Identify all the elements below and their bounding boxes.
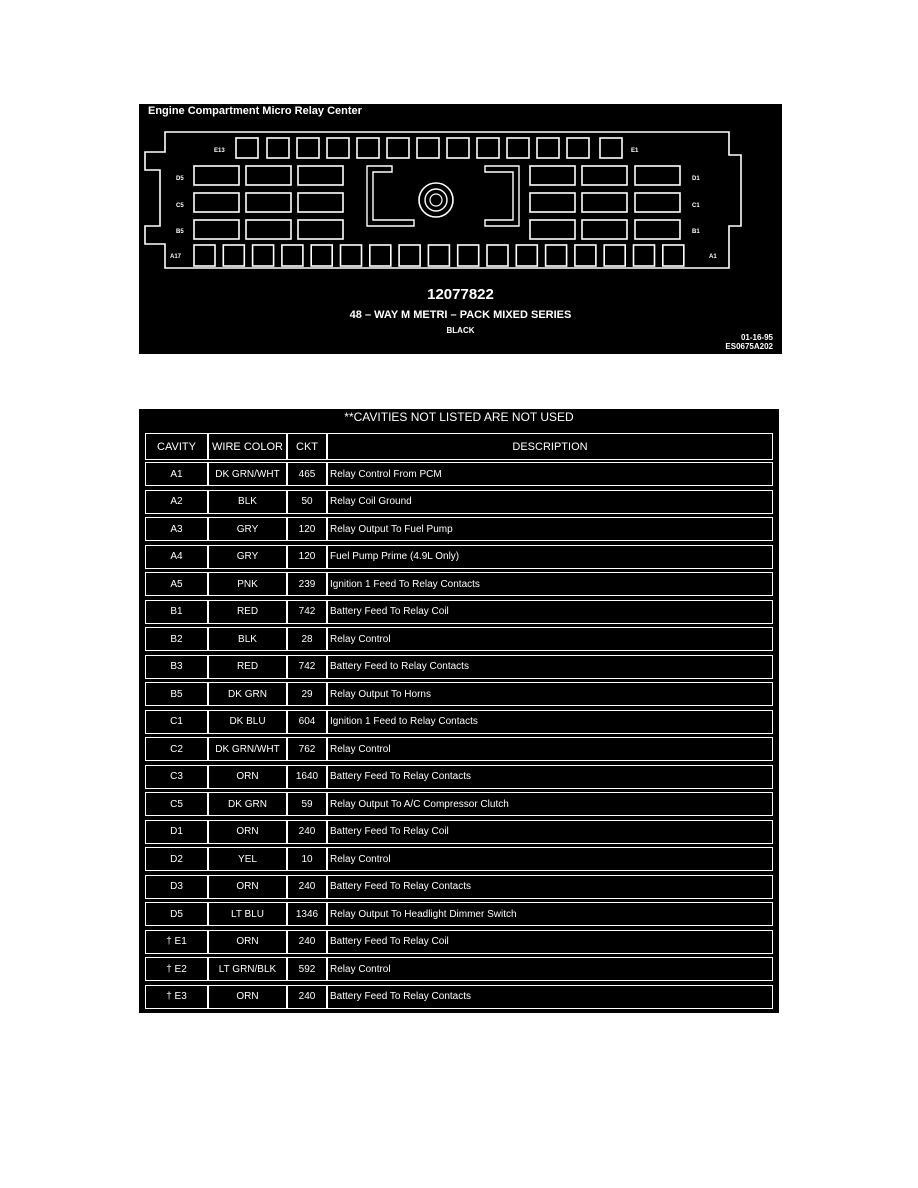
cavity-e3	[537, 138, 559, 158]
header-wire-color: WIRE COLOR	[208, 433, 287, 460]
cavity-e4	[507, 138, 529, 158]
wire-color-cell: RED	[208, 600, 287, 624]
cavity-e13	[236, 138, 258, 158]
description-cell: Relay Output To Fuel Pump	[327, 517, 773, 541]
ckt-cell: 1346	[287, 902, 327, 926]
center-bolt-outer	[419, 183, 453, 217]
cavity-d4	[246, 166, 291, 185]
pin-label-e1: E1	[631, 148, 639, 154]
cavity-a13	[311, 245, 332, 266]
pin-label-d1: D1	[692, 176, 700, 182]
description-cell: Battery Feed To Relay Contacts	[327, 985, 773, 1009]
figure-date-code	[725, 333, 773, 351]
cavity-cell: A1	[145, 462, 208, 486]
ckt-cell: 59	[287, 792, 327, 816]
description-cell: Battery Feed To Relay Contacts	[327, 765, 773, 789]
cavity-cell: A5	[145, 572, 208, 596]
ckt-cell: 742	[287, 600, 327, 624]
wire-color-cell: ORN	[208, 820, 287, 844]
description-cell: Ignition 1 Feed to Relay Contacts	[327, 710, 773, 734]
header-ckt: CKT	[287, 433, 327, 460]
description-cell: Battery Feed To Relay Coil	[327, 600, 773, 624]
description-cell: Relay Control	[327, 737, 773, 761]
cavity-cell: A2	[145, 490, 208, 514]
cavity-cell: C3	[145, 765, 208, 789]
cavity-b3	[530, 220, 575, 239]
cavity-b3	[298, 220, 343, 239]
ckt-cell: 120	[287, 517, 327, 541]
figure-code: ES0675A202	[725, 342, 773, 351]
cavity-a16	[223, 245, 244, 266]
cavity-cell: D5	[145, 902, 208, 926]
description-cell: Relay Output To Headlight Dimmer Switch	[327, 902, 773, 926]
cavity-a14	[282, 245, 303, 266]
cavity-a15	[253, 245, 274, 266]
cavity-d3	[298, 166, 343, 185]
cavity-d5	[194, 166, 239, 185]
pin-label-b1: B1	[692, 229, 700, 235]
cavity-cell: B2	[145, 627, 208, 651]
cavity-cell: B5	[145, 682, 208, 706]
unused-cavities-note: **CAVITIES NOT LISTED ARE NOT USED	[344, 410, 574, 424]
part-number: 12077822	[427, 286, 494, 303]
cavity-cell: † E1	[145, 930, 208, 954]
pin-label-c1: C1	[692, 203, 700, 209]
wire-color-cell: ORN	[208, 875, 287, 899]
cavity-e6	[447, 138, 469, 158]
pin-label-a1: A1	[709, 254, 717, 260]
wire-color-cell: RED	[208, 655, 287, 679]
figure-date: 01-16-95	[740, 333, 773, 342]
cavity-cell: D1	[145, 820, 208, 844]
cavity-cell: C5	[145, 792, 208, 816]
cavity-a17	[194, 245, 215, 266]
cavity-a10	[399, 245, 420, 266]
wire-color-cell: PNK	[208, 572, 287, 596]
wire-color-cell: BLK	[208, 490, 287, 514]
wire-color-cell: DK GRN/WHT	[208, 737, 287, 761]
ckt-cell: 28	[287, 627, 327, 651]
cavity-a7	[487, 245, 508, 266]
cavity-cell: A4	[145, 545, 208, 569]
pin-label-b5: B5	[176, 229, 184, 235]
wire-color-cell: YEL	[208, 847, 287, 871]
cavity-e2	[567, 138, 589, 158]
wire-color-cell: DK GRN/WHT	[208, 462, 287, 486]
wire-color-cell: LT BLU	[208, 902, 287, 926]
cavity-cell: B3	[145, 655, 208, 679]
cavity-a11	[370, 245, 391, 266]
cavity-cell: B1	[145, 600, 208, 624]
center-bolt-core	[430, 194, 442, 206]
ckt-cell: 240	[287, 875, 327, 899]
cavity-c2	[582, 193, 627, 212]
cavity-a1	[663, 245, 684, 266]
cavity-cell: D2	[145, 847, 208, 871]
pin-label-a17: A17	[170, 254, 182, 260]
wire-color-cell: ORN	[208, 765, 287, 789]
cavity-e9	[357, 138, 379, 158]
ckt-cell: 240	[287, 985, 327, 1009]
ckt-cell: 465	[287, 462, 327, 486]
cavity-cell: † E2	[145, 957, 208, 981]
cavity-e11	[297, 138, 319, 158]
ckt-cell: 29	[287, 682, 327, 706]
cavity-cell: C1	[145, 710, 208, 734]
cavity-a2	[634, 245, 655, 266]
connector-housing-outline	[145, 132, 741, 268]
wire-color-cell: DK GRN	[208, 682, 287, 706]
cavity-cell: D3	[145, 875, 208, 899]
connector-series: 48 – WAY M METRI – PACK MIXED SERIES	[349, 309, 572, 321]
cavity-b1	[635, 220, 680, 239]
center-bolt-inner	[425, 189, 447, 211]
wire-color-cell: LT GRN/BLK	[208, 957, 287, 981]
ckt-cell: 239	[287, 572, 327, 596]
cavity-b5	[194, 220, 239, 239]
description-cell: Battery Feed To Relay Coil	[327, 930, 773, 954]
description-cell: Battery Feed To Relay Coil	[327, 820, 773, 844]
cavity-a8	[458, 245, 479, 266]
cavity-d1	[635, 166, 680, 185]
cavity-c4	[246, 193, 291, 212]
description-cell: Fuel Pump Prime (4.9L Only)	[327, 545, 773, 569]
description-cell: Relay Output To Horns	[327, 682, 773, 706]
header-cavity: CAVITY	[145, 433, 208, 460]
cavity-d3	[530, 166, 575, 185]
cavity-c3	[298, 193, 343, 212]
ckt-cell: 240	[287, 820, 327, 844]
ckt-cell: 592	[287, 957, 327, 981]
pin-label-c5: C5	[176, 203, 184, 209]
ckt-cell: 10	[287, 847, 327, 871]
header-description: DESCRIPTION	[327, 433, 773, 460]
ckt-cell: 742	[287, 655, 327, 679]
cavity-a12	[341, 245, 362, 266]
cavity-a6	[516, 245, 537, 266]
ckt-cell: 240	[287, 930, 327, 954]
center-key-right-bracket	[485, 166, 519, 226]
wire-color-cell: ORN	[208, 985, 287, 1009]
ckt-cell: 120	[287, 545, 327, 569]
ckt-cell: 604	[287, 710, 327, 734]
description-cell: Relay Control	[327, 627, 773, 651]
connector-figure	[139, 104, 782, 354]
cavity-a3	[604, 245, 625, 266]
description-cell: Relay Coil Ground	[327, 490, 773, 514]
cavity-d2	[582, 166, 627, 185]
wire-color-cell: DK BLU	[208, 710, 287, 734]
cavity-e5	[477, 138, 499, 158]
ckt-cell: 1640	[287, 765, 327, 789]
wire-color-cell: BLK	[208, 627, 287, 651]
cavity-cell: † E3	[145, 985, 208, 1009]
center-key-left-bracket	[367, 166, 414, 226]
cavity-e12	[267, 138, 289, 158]
cavity-e8	[387, 138, 409, 158]
cavity-c3	[530, 193, 575, 212]
cavity-b4	[246, 220, 291, 239]
wire-color-cell: ORN	[208, 930, 287, 954]
description-cell: Relay Control	[327, 957, 773, 981]
cavity-c1	[635, 193, 680, 212]
cavity-a4	[575, 245, 596, 266]
cavity-cell: A3	[145, 517, 208, 541]
wire-color-cell: DK GRN	[208, 792, 287, 816]
cavity-table	[139, 409, 779, 1013]
description-cell: Battery Feed to Relay Contacts	[327, 655, 773, 679]
cavity-a5	[546, 245, 567, 266]
wire-color-cell: GRY	[208, 545, 287, 569]
ckt-cell: 50	[287, 490, 327, 514]
cavity-b2	[582, 220, 627, 239]
cavity-c5	[194, 193, 239, 212]
pin-label-d5: D5	[176, 176, 184, 182]
figure-title: Engine Compartment Micro Relay Center	[148, 105, 362, 117]
ckt-cell: 762	[287, 737, 327, 761]
cavity-e10	[327, 138, 349, 158]
cavity-a9	[428, 245, 449, 266]
description-cell: Relay Control	[327, 847, 773, 871]
description-cell: Relay Control From PCM	[327, 462, 773, 486]
description-cell: Ignition 1 Feed To Relay Contacts	[327, 572, 773, 596]
description-cell: Battery Feed To Relay Contacts	[327, 875, 773, 899]
connector-color: BLACK	[446, 326, 475, 335]
wire-color-cell: GRY	[208, 517, 287, 541]
cavity-e7	[417, 138, 439, 158]
cavity-e1	[600, 138, 622, 158]
description-cell: Relay Output To A/C Compressor Clutch	[327, 792, 773, 816]
cavity-cell: C2	[145, 737, 208, 761]
pin-label-e13: E13	[214, 148, 225, 154]
